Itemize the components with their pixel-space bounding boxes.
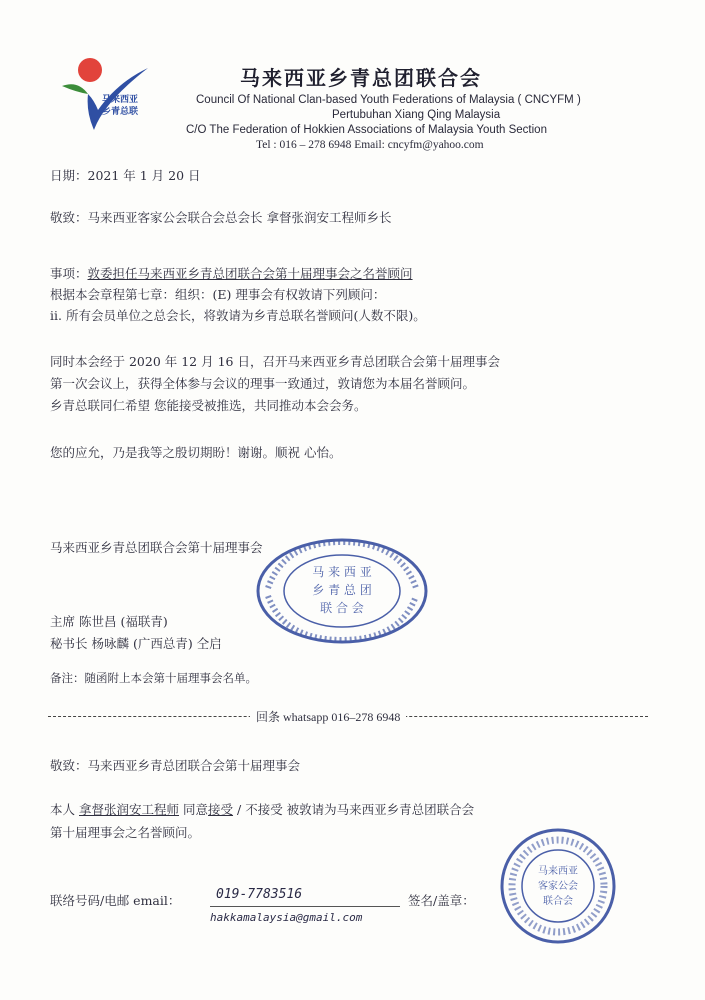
org-name-chinese: 马来西亚乡青总团联合会 (240, 66, 482, 90)
logo-red-dot (78, 58, 102, 82)
reply-agree: 同意 (183, 802, 209, 817)
logo-green-leaf (62, 84, 88, 94)
secretary-line: 秘书长 杨咏麟 (广西总青) 仝启 (50, 636, 222, 651)
organization-logo (58, 52, 150, 134)
reply-line2: 第十届理事会之名誉顾问。 (50, 825, 201, 840)
stamp2-line1: 马来西亚 (538, 866, 578, 877)
recipient-stamp (498, 826, 618, 946)
reply-contact-label: 联络号码/电邮 email： (50, 893, 181, 908)
reply-name: 拿督张润安工程师 (79, 802, 180, 817)
org-name-malay: Pertubuhan Xiang Qing Malaysia (332, 109, 501, 121)
para1-line2: ii. 所有会员单位之总会长，将敦请为乡青总联名誉顾问(人数不限)。 (50, 308, 426, 323)
letter-date: 日期：2021 年 1 月 20 日 (50, 168, 201, 183)
letter-subject (50, 264, 413, 282)
reply-divider-label: 回条 whatsapp 016–278 6948 (250, 708, 406, 725)
org-care-of: C/O The Federation of Hokkien Associations of Malaysia Youth Section (186, 124, 547, 136)
para2-line2: 第一次会议上，获得全体参与会议的理事一致通过，敦请您为本届名誉顾问。 (50, 376, 476, 391)
para1-line1: 根据本会章程第七章：组织：(E) 理事会有权敦请下列顾问： (50, 287, 386, 302)
phone-underline (210, 906, 400, 907)
reply-email: hakkamalaysia@gmail.com (210, 911, 363, 924)
org-contact: Tel : 016 – 278 6948 Email: cncyfm@yahoo.com (256, 139, 484, 151)
reply-rest: / 不接受 被敦请为马来西亚乡青总团联合会 (233, 802, 475, 817)
letter-closing: 您的应允，乃是我等之殷切期盼！谢谢。顺祝 心怡。 (50, 445, 342, 460)
reply-accept: 接受 (208, 802, 234, 817)
para2-line3: 乡青总联同仁希望 您能接受被推选，共同推动本会会务。 (50, 398, 367, 413)
stamp1-line3: 联 合 会 (320, 601, 364, 615)
letter-note: 备注：随函附上本会第十届理事会名单。 (50, 671, 257, 685)
stamp2-line2: 客家公会 (538, 881, 578, 892)
logo-text-line2: 乡青总联 (102, 107, 139, 117)
letter-signoff: 马来西亚乡青总团联合会第十届理事会 (50, 540, 263, 555)
reply-recipient: 敬致：马来西亚乡青总团联合会第十届理事会 (50, 758, 301, 773)
reply-line1 (50, 800, 474, 818)
reply-phone: 019-7783516 (216, 887, 303, 902)
stamp1-line1: 马 来 西 亚 (312, 565, 372, 579)
stamp2-line3: 联合会 (543, 896, 573, 907)
subject-label: 事项： (50, 266, 88, 281)
reply-sign-label: 签名/盖章： (408, 893, 475, 908)
letter-recipient: 敬致：马来西亚客家公会联合会总会长 拿督张润安工程师乡长 (50, 210, 392, 225)
reply-prefix: 本人 (50, 802, 76, 817)
subject-text: 敦委担任马来西亚乡青总团联合会第十届理事会之名誉顾问 (87, 266, 413, 281)
para2-line1: 同时本会经于 2020 年 12 月 16 日，召开马来西亚乡青总团联合会第十届理事会 (50, 354, 500, 369)
organization-stamp (254, 536, 430, 646)
org-name-english: Council Of National Clan-based Youth Federations of Malaysia ( CNCYFM ) (196, 94, 581, 106)
logo-text-line1: 马来西亚 (102, 95, 139, 105)
chairman-line: 主席 陈世昌 (福联青) (50, 614, 168, 629)
stamp1-line2: 乡 青 总 团 (312, 583, 372, 597)
